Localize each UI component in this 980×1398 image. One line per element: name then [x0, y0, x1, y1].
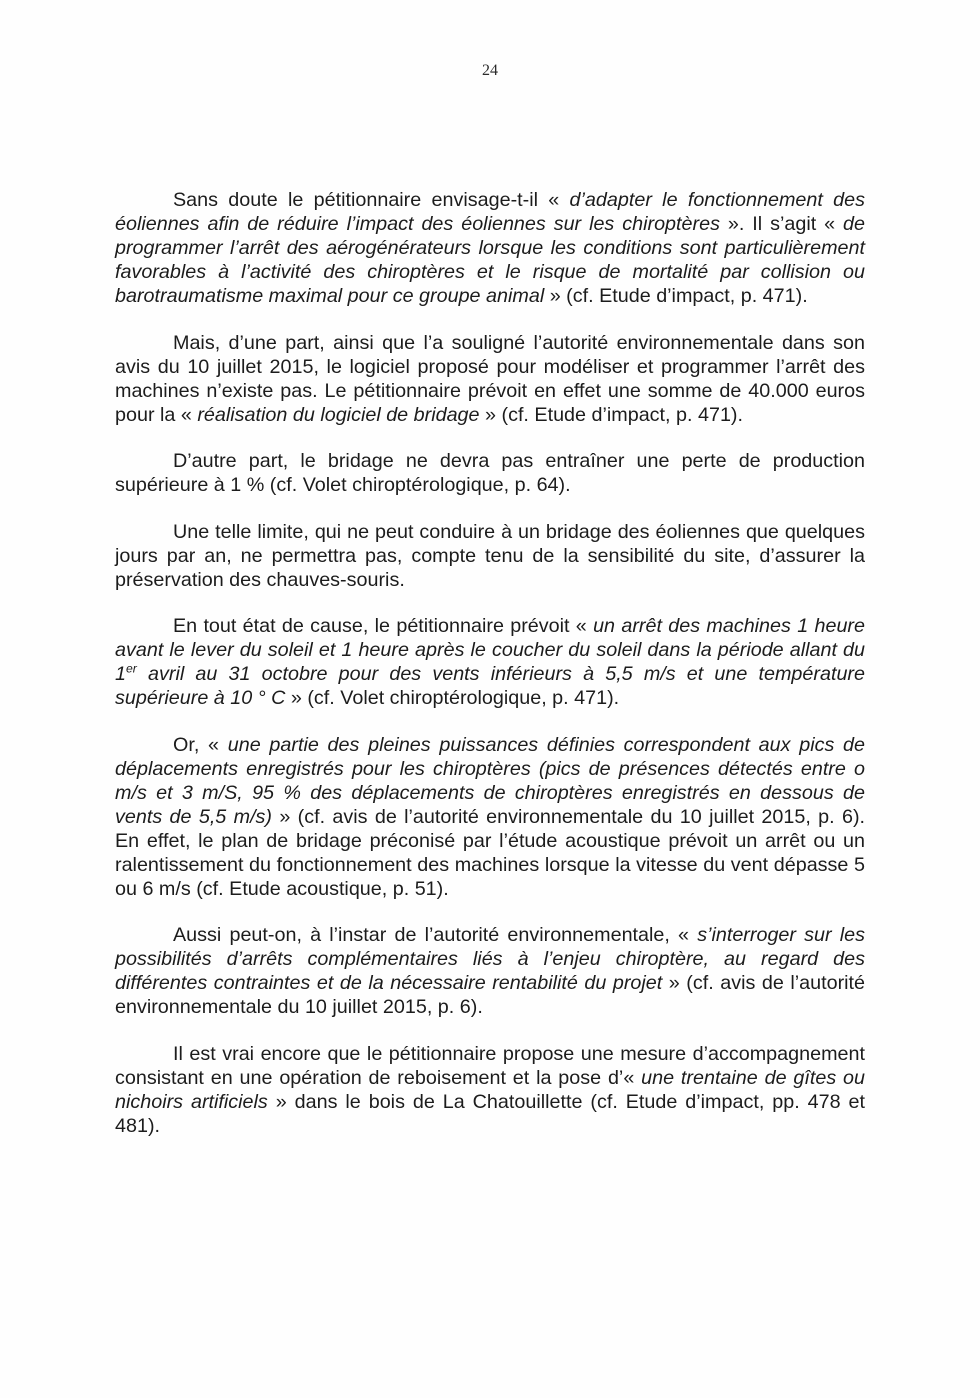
text-run: Or, «: [173, 733, 228, 756]
paragraph-5: [115, 614, 865, 710]
text-run: » (cf. Etude d’impact, p. 471).: [544, 285, 808, 307]
text-run: » dans le bois de La Chatouillette (cf. Etude d’impact, pp. 478 et 481).: [115, 1090, 865, 1137]
quoted-passage: s’interroger sur les possibilités d’arrêts complémentaires liés à l’enjeu chiroptère, au regard des différentes contraintes et de la nécessaire rentabilité du projet: [115, 924, 865, 994]
paragraph-8: [115, 1042, 865, 1138]
text-run: Il est vrai encore que le pétitionnaire propose une mesure d’accompagnement consistant en une opération de reboisement et la pose d’«: [115, 1042, 865, 1089]
ordinal-superscript: er: [125, 661, 137, 676]
quoted-passage: un arrêt des machines 1 heure avant le lever du soleil et 1 heure après le coucher du soleil dans la période allant du 1: [115, 615, 865, 685]
quoted-passage: de programmer l’arrêt des aérogénérateurs lorsque les conditions sont particulièrement favorables à l’activité des chiroptères et le risque de mortalité par collision ou barotraumatisme maximal pour ce groupe animal: [115, 213, 866, 307]
text-run: » (cf. avis de l’autorité environnementale du 10 juillet 2015, p. 6).: [115, 972, 866, 1018]
quoted-passage: d’adapter le fonctionnement des éoliennes afin de réduire l’impact des éoliennes sur les chiroptères: [115, 189, 865, 235]
text-run: D’autre part, le bridage ne devra pas entraîner une perte de production supérieure à 1 % (cf. Volet chiroptérologique, p. 64).: [115, 450, 865, 496]
text-run: Mais, d’une part, ainsi que l’a souligné l’autorité environnementale dans son avis du 10 juillet 2015, le logiciel proposé pour modéliser et programmer l’arrêt des machines n’existe pas. Le pétitionnaire prévoit en effet une somme de 40.000 euros pour la «: [115, 331, 865, 426]
text-run: » (cf. Etude d’impact, p. 471).: [479, 403, 743, 426]
text-run: Aussi peut-on, à l’instar de l’autorité environnementale, «: [173, 924, 698, 946]
text-run: ». Il s’agit «: [719, 213, 844, 235]
text-run: » (cf. Volet chiroptérologique, p. 471).: [285, 687, 620, 709]
quoted-passage: une trentaine de gîtes ou nichoirs artificiels: [115, 1066, 866, 1113]
text-run: » (cf. avis de l’autorité environnementale du 10 juillet 2015, p. 6). En effet, le plan de bridage préconisé par l’étude acoustique prévoit un arrêt ou un ralentissement du fonctionnement des machines lorsque la vitesse du vent dépasse 5 ou 6 m/s (cf. Etude acoustique, p. 51).: [115, 805, 866, 900]
text-run: Sans doute le pétitionnaire envisage-t-il «: [173, 189, 570, 211]
paragraph-1: [115, 188, 865, 308]
paragraph-6: [115, 733, 865, 901]
paragraph-2: [115, 331, 865, 427]
text-run: En tout état de cause, le pétitionnaire prévoit «: [173, 615, 594, 637]
paragraph-3: [115, 449, 865, 497]
quoted-passage: avril au 31 octobre pour des vents inférieurs à 5,5 m/s et une température supérieure à 10 ° C: [115, 663, 865, 709]
paragraph-7: [115, 923, 865, 1019]
quoted-passage: une partie des pleines puissances définies correspondent aux pics de déplacements enregistrés pour les chiroptères (pics de présences détectés entre o m/s et 3 m/S, 95 % des déplacements de chiroptères enregistrés en dessous de vents de 5,5 m/s): [115, 733, 866, 828]
paragraph-4: [115, 520, 865, 592]
page-body: [115, 188, 865, 1160]
quoted-passage: réalisation du logiciel de bridage: [197, 403, 480, 426]
text-run: Une telle limite, qui ne peut conduire à un bridage des éoliennes que quelques jours par an, ne permettra pas, compte tenu de la sensibilité du site, d’assurer la préservation des chauves-souris.: [115, 520, 865, 591]
page-number: 24: [482, 62, 498, 79]
